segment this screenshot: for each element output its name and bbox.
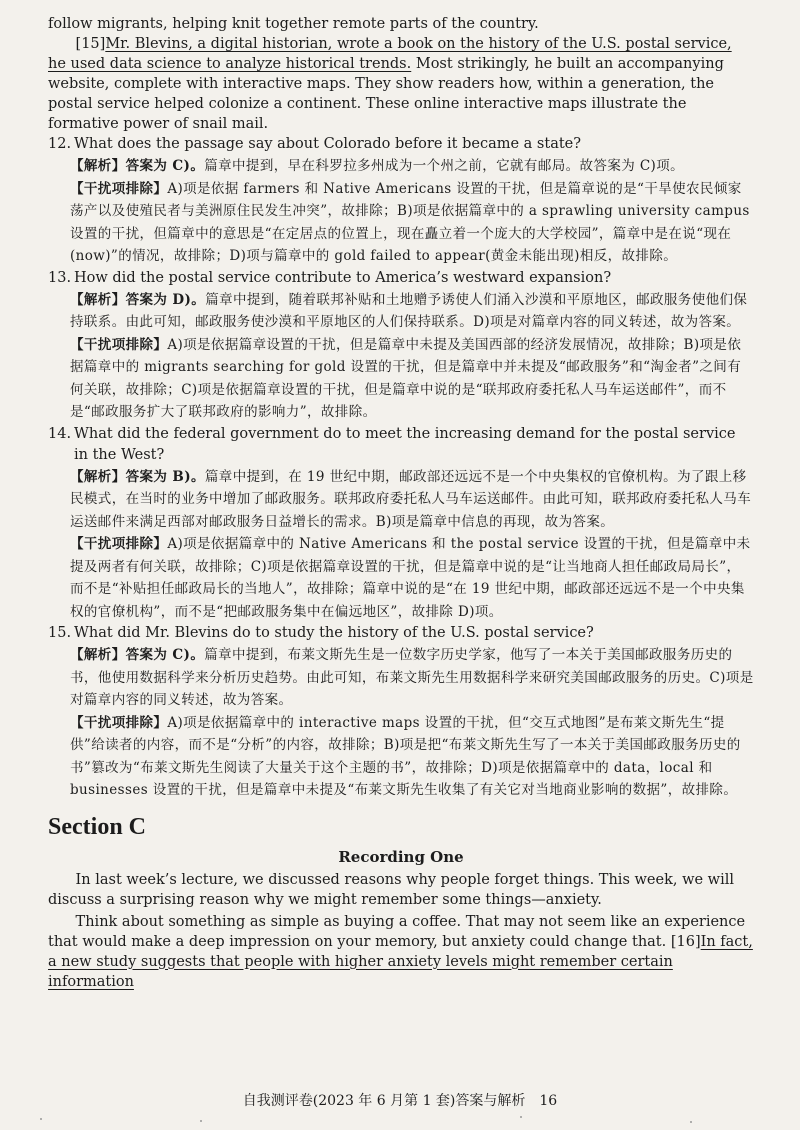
- document-page: [48, 14, 754, 992]
- page-footer: [0, 1090, 800, 1110]
- distractor-tag: 【干扰项排除】: [70, 536, 168, 552]
- question-text: What did the federal government do to meet the increasing demand for the postal service in the West?: [74, 425, 736, 463]
- distractor-tag: 【干扰项排除】: [70, 714, 168, 731]
- question-15: [48, 623, 754, 644]
- passage-paragraph-15: [48, 34, 754, 134]
- analysis-paragraph: [48, 289, 754, 334]
- analysis-text: 篇章中提到，在 19 世纪中期，邮政部还远远不是一个中央集权的官僚机构。为了跟上移民模式，在当时的业务中增加了邮政服务。联邦政府委托私人马车运送邮件。由此可知，联邦政府委托私人马车运送邮件来满足西部对邮政服务日益增长的需求。B)项是篇章中信息的再现，故为答案。: [70, 468, 752, 530]
- question-marker-16: [16]: [670, 933, 701, 950]
- distractor-text: A)项是依据篇章中的 Native Americans 和 the postal service 设置的干扰，但是篇章中未提及两者有何关联，故排除；C)项是依据篇章设置的干扰，但是篇章中说的是“让当地商人担任邮政局局长”，而不是“补贴担任邮政局长的当地人”，故排除；篇章中说的是“在 19 世纪中期，邮政部还远远不是一个中央集权的官僚机构”，而不是“把邮政服务集中在偏远地区”，故排除 D)项。: [70, 536, 751, 620]
- analysis-tag: 【解析】答案为 D)。: [70, 291, 206, 308]
- analysis-tag: 【解析】答案为 C)。: [70, 158, 205, 174]
- analysis-text: 篇章中提到，布莱文斯先生是一位数字历史学家，他写了一本关于美国邮政服务历史的书，他使用数据科学来分析历史趋势。由此可知，布莱文斯先生用数据科学来研究美国邮政服务的历史。C)项是对篇章内容的同义转述，故为答案。: [70, 647, 754, 708]
- distractor-tag: 【干扰项排除】: [70, 180, 168, 197]
- underlined-answer-sentence: Mr. Blevins, a digital historian, wrote a book on the history of the U.S. postal service, he used data science to analyze historical trends.: [48, 36, 732, 72]
- passage-line: follow migrants, helping knit together remote parts of the country.: [48, 16, 539, 32]
- recording-title: Recording One: [338, 847, 464, 866]
- question-12: [48, 134, 754, 155]
- distractor-paragraph: [48, 334, 754, 424]
- question-text: How did the postal service contribute to America’s westward expansion?: [74, 269, 612, 286]
- recording-paragraph-1: In last week’s lecture, we discussed reasons why people forget things. This week, we will discuss a surprising reason why we might remember some things—anxiety.: [48, 871, 734, 908]
- underlined-answer-sentence: In fact, a new study suggests that people with higher anxiety levels might remember certain information: [48, 933, 753, 990]
- analysis-paragraph: [48, 644, 754, 712]
- page-number: 16: [539, 1093, 558, 1109]
- distractor-tag: 【干扰项排除】: [70, 336, 168, 353]
- distractor-text: A)项是依据 farmers 和 Native Americans 设置的干扰，但是篇章说的是“干旱使农民倾家荡产以及使殖民者与美洲原住民发生冲突”，故排除；B)项是依据篇章中的 a sprawling university campus 设置的干扰，但篇章中的意思是“在定居点的位置上，现在矗立着一个庞大的大学校园”，篇章中是在说“现在(now)”的情况，故排除；D)项与篇章中的 gold failed to appear(黄金未能出现)相反，故排除。: [70, 180, 750, 264]
- question-text: What does the passage say about Colorado before it became a state?: [74, 136, 582, 152]
- analysis-paragraph: [48, 466, 754, 534]
- question-number: 13.: [48, 269, 72, 286]
- question-number: 15.: [48, 625, 72, 641]
- analysis-tag: 【解析】答案为 B)。: [70, 468, 205, 485]
- distractor-paragraph: [48, 533, 754, 623]
- distractor-text: A)项是依据篇章设置的干扰，但是篇章中未提及美国西部的经济发展情况，故排除；B)项是依据篇章中的 migrants searching for gold 设置的干扰，但是篇章中并未提及“邮政服务”和“淘金者”之间有何关联，故排除；C)项是依据篇章设置的干扰，但是篇章中说的是“联邦政府委托私人马车运送邮件”，而不是“邮政服务扩大了联邦政府的影响力”，故排除。: [70, 336, 742, 420]
- passage-text: Most strikingly, he built an accompanying website, complete with interactive maps. They show readers how, within a generation, the postal service helped colonize a continent. These online interactive maps illustrate the formative power of snail mail.: [48, 56, 724, 132]
- distractor-paragraph: [48, 178, 754, 268]
- recording-text: Think about something as simple as buying a coffee. That may not seem like an experience that would make a deep impression on your memory, but anxiety could change that.: [48, 913, 746, 950]
- footer-label: 自我测评卷(2023 年 6 月第 1 套)答案与解析: [242, 1093, 526, 1109]
- analysis-paragraph: [48, 155, 754, 178]
- analysis-tag: 【解析】答案为 C)。: [70, 647, 205, 663]
- question-text: What did Mr. Blevins do to study the history of the U.S. postal service?: [74, 625, 594, 641]
- analysis-text: 篇章中提到，随着联邦补贴和土地赠予诱使人们涌入沙漠和平原地区，邮政服务使他们保持联系。由此可知，邮政服务使沙漠和平原地区的人们保持联系。D)项是对篇章内容的同义转述，故为答案。: [70, 291, 748, 330]
- distractor-paragraph: [48, 712, 754, 802]
- question-13: [48, 268, 754, 289]
- recording-paragraph-2: [48, 912, 754, 992]
- question-14: [48, 424, 754, 466]
- question-number: 12.: [48, 136, 72, 152]
- question-number: 14.: [48, 425, 72, 442]
- question-marker-15: [15]: [75, 36, 106, 52]
- distractor-text: A)项是依据篇章中的 interactive maps 设置的干扰，但“交互式地图”是布莱文斯先生“提供”给读者的内容，而不是“分析”的内容，故排除；B)项是把“布莱文斯先生写了一本关于美国邮政服务历史的书”篡改为“布莱文斯先生阅读了大量关于这个主题的书”，故排除；D)项是依据篇章中的 data，local 和 businesses 设置的干扰，但是篇章中未提及“布莱文斯先生收集了有关它对当地商业影响的数据”，故排除。: [70, 714, 741, 798]
- section-heading: Section C: [48, 813, 146, 840]
- analysis-text: 篇章中提到，早在科罗拉多州成为一个州之前，它就有邮局。故答案为 C)项。: [204, 158, 685, 174]
